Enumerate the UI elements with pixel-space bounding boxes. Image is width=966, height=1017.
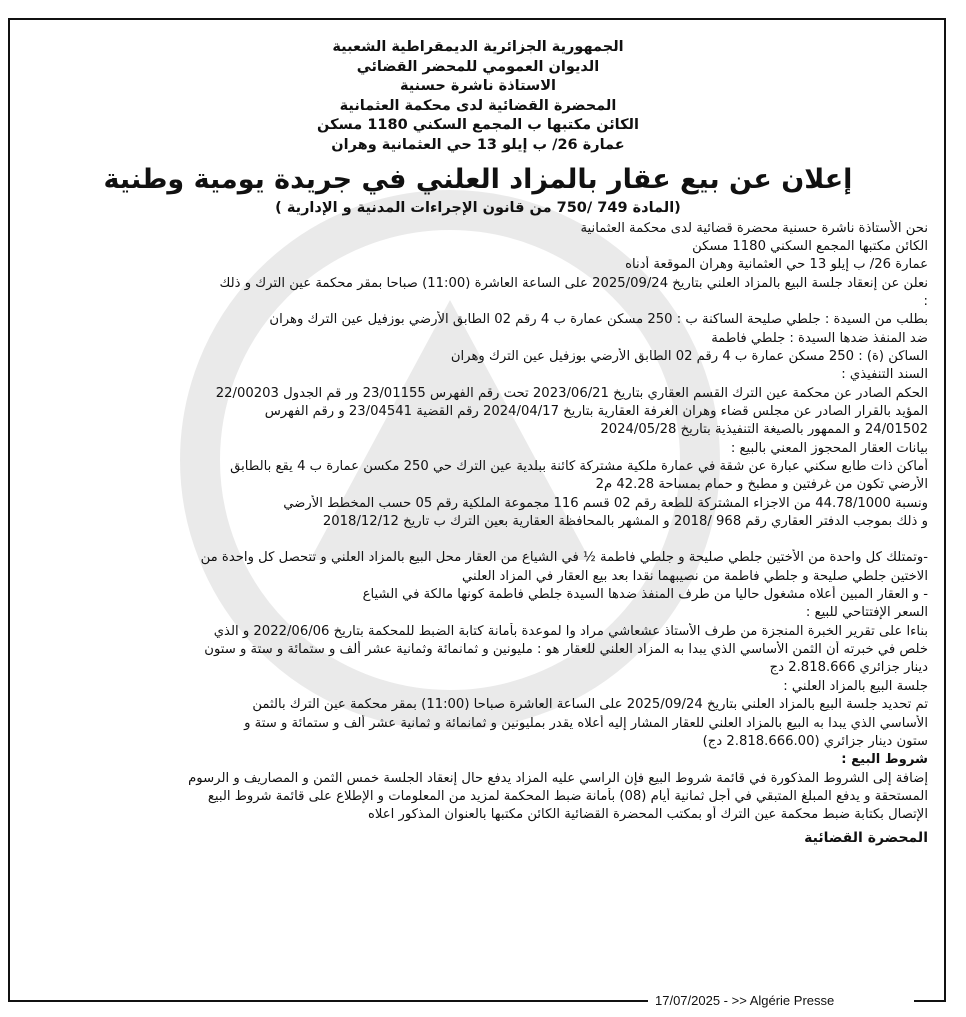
body-line: أماكن ذات طابع سكني عبارة عن شقة في عمارة ملكية مشتركة كائنة ببلدية عين الترك حي 250 مكسن عمارة ب 4 يقع بالطابق <box>230 459 928 475</box>
body-line: الساكن (ة) : 250 مسكن عمارة ب 4 رقم 02 الطابق الأرضي بوزفيل عين الترك وهران <box>450 348 928 364</box>
body-line: - و العقار المبين أعلاه مشغول حاليا من طرف المنفذ ضدها السيدة جلطي فاطمة كونها مالكة في الشياع <box>362 587 928 603</box>
top-edge <box>0 0 966 14</box>
body-line: السعر الإفتتاحي للبيع : <box>805 605 928 621</box>
body-line: بطلب من السيدة : جلطي صليحة الساكنة ب : 250 مسكن عمارة ب 4 رقم 02 الطابق الأرضي بوزفيل عين الترك وهران <box>269 312 928 328</box>
body-line: الكائن مكتبها المجمع السكني 1180 مسكن <box>692 238 928 254</box>
header-line: عمارة 26/ ب إيلو 13 حي العثمانية وهران <box>331 136 625 153</box>
notice-body <box>28 220 928 849</box>
body-line: دينار جزائري 2.818.666 دج <box>769 660 928 676</box>
body-line: الحكم الصادر عن محكمة عين الترك القسم العقاري بتاريخ 2023/06/21 تحت رقم الفهرس 23/01155 ور قم الجدول 22/00203 <box>215 385 928 401</box>
header-block <box>28 38 928 156</box>
body-line: نحن الأستاذة ناشرة حسنية محضرة قضائية لدى محكمة العثمانية <box>580 220 928 236</box>
footer-source: 17/07/2025 - >> Algérie Presse <box>655 993 835 1008</box>
notice-title: إعلان عن بيع عقار بالمزاد العلني في جريدة يومية وطنية <box>103 163 853 195</box>
header-line: الاستاذة ناشرة حسنية <box>399 78 557 95</box>
conditions-line: المستحقة و يدفع المبلغ المتبقي في أجل ثمانية أيام (08) بأمانة ضبط المحكمة لمزيد من المعلومات و الإطلاع على قائمة شروط البيع <box>207 788 928 804</box>
conditions-heading: شروط البيع : <box>841 752 928 768</box>
body-line: : <box>923 293 928 309</box>
body-line: المؤيد بالقرار الصادر عن مجلس قضاء وهران الغرفة العقارية بتاريخ 2024/04/17 رقم القضية 23/04541 و رقم الفهرس <box>264 404 928 419</box>
footer-rule-right <box>914 1000 946 1002</box>
notice-document <box>28 38 928 849</box>
body-line: بناءا على تقرير الخبرة المنجزة من طرف الأستاذ عشعاشي مراد وا لموعدة بأمانة كتابة الضبط للمحكمة بتاريخ 2022/06/06 و الذي <box>213 623 928 639</box>
notice-subtitle: (المادة 749 /750 من قانون الإجراءات المدنية و الإدارية ) <box>275 199 681 216</box>
body-line: نعلن عن إنعقاد جلسة البيع بالمزاد العلني بتاريخ 2025/09/24 على الساعة العاشرة (11:00) صباحا بمقر محكمة عين الترك و ذلك <box>219 275 928 291</box>
body-line: بيانات العقار المحجوز المعني بالبيع : <box>730 440 928 456</box>
header-line: المحضرة القضائية لدى محكمة العثمانية <box>339 97 617 114</box>
body-line: و ذلك بموجب الدفتر العقاري رقم 968 /2018 و المشهر بالمحافظة العقارية بعين الترك ب تاريخ 2018/12/12 <box>322 514 928 530</box>
body-line: تم تحديد جلسة البيع بالمزاد العلني بتاريخ 2025/09/24 على الساعة العاشرة صباحا (11:00) بمقر محكمة عين الترك بالثمن <box>252 697 928 713</box>
paragraph-gap <box>28 531 928 549</box>
header-line: الجمهورية الجزائرية الديمقراطية الشعبية <box>332 39 624 55</box>
body-line: ضد المنفذ ضدها السيدة : جلطي فاطمة <box>711 330 928 346</box>
body-line: ونسبة 44.78/1000 من الاجزاء المشتركة للطعة رقم 02 قسم 116 مجموعة الملكية رقم 05 حسب المخطط الأرضي <box>283 495 928 511</box>
body-line: الأساسي الذي يبدا به البيع بالمزاد العلني للعقار المشار إليه أعلاه يقدر بمليونين و ثمانمائة و ثمانية عشر ألف و ستمائة و ستة و <box>244 715 928 731</box>
body-line: الاختين جلطي صليحة و جلطي فاطمة من نصيبهما نقدا بعد بيع العقار في المزاد العلني <box>461 568 928 584</box>
header-line: الديوان العمومي للمحضر القضائي <box>356 58 600 75</box>
body-line: 24/01502 و الممهور بالصيغة التنفيذية بتاريخ 2024/05/28 <box>600 422 928 438</box>
body-line: عمارة 26/ ب إيلو 13 حي العثمانية وهران الموقعة أدناه <box>625 257 928 273</box>
header-line: الكائن مكتبها ب المجمع السكني 1180 مسكن <box>317 117 639 134</box>
body-line: خلص في خبرته أن الثمن الأساسي الذي يبدا به المزاد العلني للعقار هو : مليونين و ثمانمائة وثمانية عشر ألف و ستمائة و ستة و ستون <box>204 642 928 658</box>
signature: المحضرة القضائية <box>804 829 928 846</box>
body-line: السند التنفيذي : <box>841 367 928 383</box>
body-line: ستون دينار جزائري (2.818.666.00 دج) <box>702 733 928 749</box>
body-line: -وتمتلك كل واحدة من الأختين جلطي صليحة و جلطي فاطمة ½ في الشياع من العقار محل البيع بالمزاد العلني و تتحصل كل واحدة من <box>200 550 928 566</box>
footer-rule-left <box>8 1000 648 1002</box>
conditions-line: إضافة إلى الشروط المذكورة في قائمة شروط البيع فإن الراسي عليه المزاد يدفع حال إنعقاد الجلسة خمس الثمن و المصاريف و الرسوم <box>188 770 928 786</box>
conditions-line: الإتصال بكتابة ضبط محكمة عين الترك أو بمكتب المحضرة القضائية الكائن مكتبها بالعنوان المذكور اعلاه <box>367 807 928 823</box>
footer <box>0 992 966 1012</box>
body-line: جلسة البيع بالمزاد العلني : <box>783 678 928 694</box>
body-line: الأرضي تكون من غرفتين و مطبخ و حمام بمساحة 42.28 م2 <box>595 477 928 493</box>
